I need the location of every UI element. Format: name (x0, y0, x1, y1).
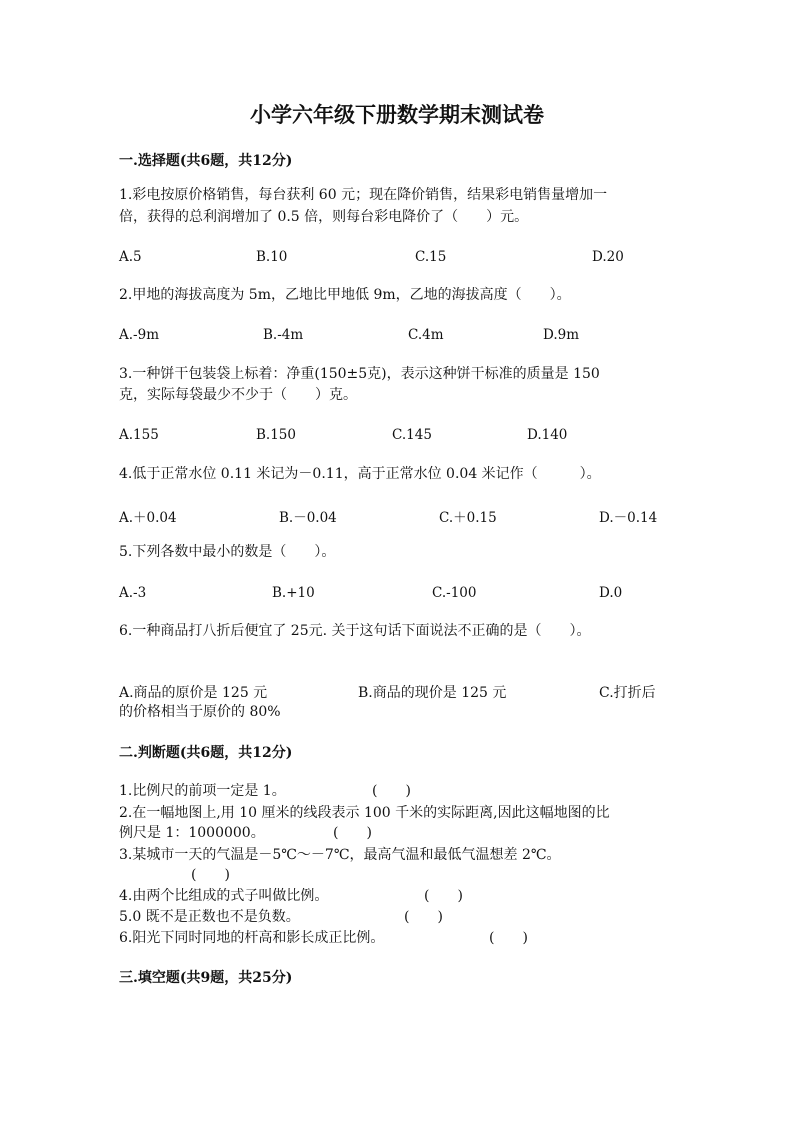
question-3-option-c[interactable]: C.145 (392, 427, 432, 443)
question-1-option-a[interactable]: A.5 (119, 249, 142, 265)
tf-item-1-blank[interactable]: ( ) (372, 783, 411, 799)
question-2-option-b[interactable]: B.-4m (263, 327, 304, 343)
question-5-option-c[interactable]: C.-100 (432, 585, 477, 601)
question-3-option-a[interactable]: A.155 (119, 427, 159, 443)
question-3-line-1: 3.一种饼干包装袋上标着：净重(150±5克)，表示这种饼干标准的质量是 150 (119, 366, 600, 382)
question-4-option-c[interactable]: C.＋0.15 (439, 510, 497, 526)
question-5-option-d[interactable]: D.0 (599, 585, 623, 601)
tf-item-6-blank[interactable]: ( ) (489, 930, 528, 946)
question-6-option-a[interactable]: A.商品的原价是 125 元 (119, 685, 268, 701)
question-4-option-a[interactable]: A.＋0.04 (119, 510, 177, 526)
tf-item-3: 3.某城市一天的气温是－5℃～－7℃，最高气温和最低气温想差 2℃。 (119, 847, 561, 863)
question-3-option-d[interactable]: D.140 (527, 427, 568, 443)
question-3-option-b[interactable]: B.150 (256, 427, 296, 443)
question-2-option-a[interactable]: A.-9m (119, 327, 159, 343)
tf-item-3-blank[interactable]: ( ) (191, 867, 230, 883)
question-4-option-b[interactable]: B.－0.04 (279, 510, 337, 526)
question-1-line-2: 倍，获得的总利润增加了 0.5 倍，则每台彩电降价了（ ）元。 (119, 209, 529, 225)
question-5-line-1: 5.下列各数中最小的数是（ ）。 (119, 544, 336, 560)
tf-item-6: 6.阳光下同时同地的杆高和影长成正比例。 (119, 930, 385, 946)
tf-item-1: 1.比例尺的前项一定是 1。 (119, 783, 286, 799)
question-1-line-1: 1.彩电按原价格销售，每台获利 60 元；现在降价销售，结果彩电销售量增加一 (119, 187, 608, 203)
question-2-line-1: 2.甲地的海拔高度为 5m，乙地比甲地低 9m，乙地的海拔高度（ ）。 (119, 287, 571, 303)
tf-item-4-blank[interactable]: ( ) (424, 888, 463, 904)
question-6-option-b[interactable]: B.商品的现价是 125 元 (358, 685, 507, 701)
question-6-option-c-wrap: 的价格相当于原价的 80% (119, 704, 281, 720)
question-5-option-b[interactable]: B.+10 (272, 585, 315, 601)
question-4-line-1: 4.低于正常水位 0.11 米记为－0.11，高于正常水位 0.04 米记作（ ）。 (119, 466, 601, 482)
section-heading-fill-blank: 三.填空题(共9题，共25分) (119, 970, 293, 986)
question-4-option-d[interactable]: D.－0.14 (599, 510, 658, 526)
tf-item-2-line-2: 例尺是 1：1000000。 (119, 825, 265, 841)
tf-item-5: 5.0 既不是正数也不是负数。 (119, 909, 300, 925)
question-1-option-c[interactable]: C.15 (415, 249, 447, 265)
tf-item-5-blank[interactable]: ( ) (404, 909, 443, 925)
question-6-line-1: 6.一种商品打八折后便宜了 25元. 关于这句话下面说法不正确的是（ ）。 (119, 623, 591, 639)
question-2-option-d[interactable]: D.9m (543, 327, 580, 343)
page-title: 小学六年级下册数学期末测试卷 (250, 102, 544, 127)
tf-item-2-blank[interactable]: ( ) (333, 825, 372, 841)
question-1-option-d[interactable]: D.20 (592, 249, 624, 265)
section-heading-choice: 一.选择题(共6题，共12分) (119, 153, 293, 169)
section-heading-true-false: 二.判断题(共6题，共12分) (119, 745, 293, 761)
question-1-option-b[interactable]: B.10 (256, 249, 288, 265)
question-5-option-a[interactable]: A.-3 (119, 585, 147, 601)
question-2-option-c[interactable]: C.4m (408, 327, 444, 343)
question-3-line-2: 克，实际每袋最少不少于（ ）克。 (119, 387, 357, 403)
tf-item-2-line-1: 2.在一幅地图上,用 10 厘米的线段表示 100 千米的实际距离,因此这幅地图的比 (119, 805, 610, 821)
tf-item-4: 4.由两个比组成的式子叫做比例。 (119, 888, 329, 904)
question-6-option-c[interactable]: C.打折后 (599, 685, 656, 701)
